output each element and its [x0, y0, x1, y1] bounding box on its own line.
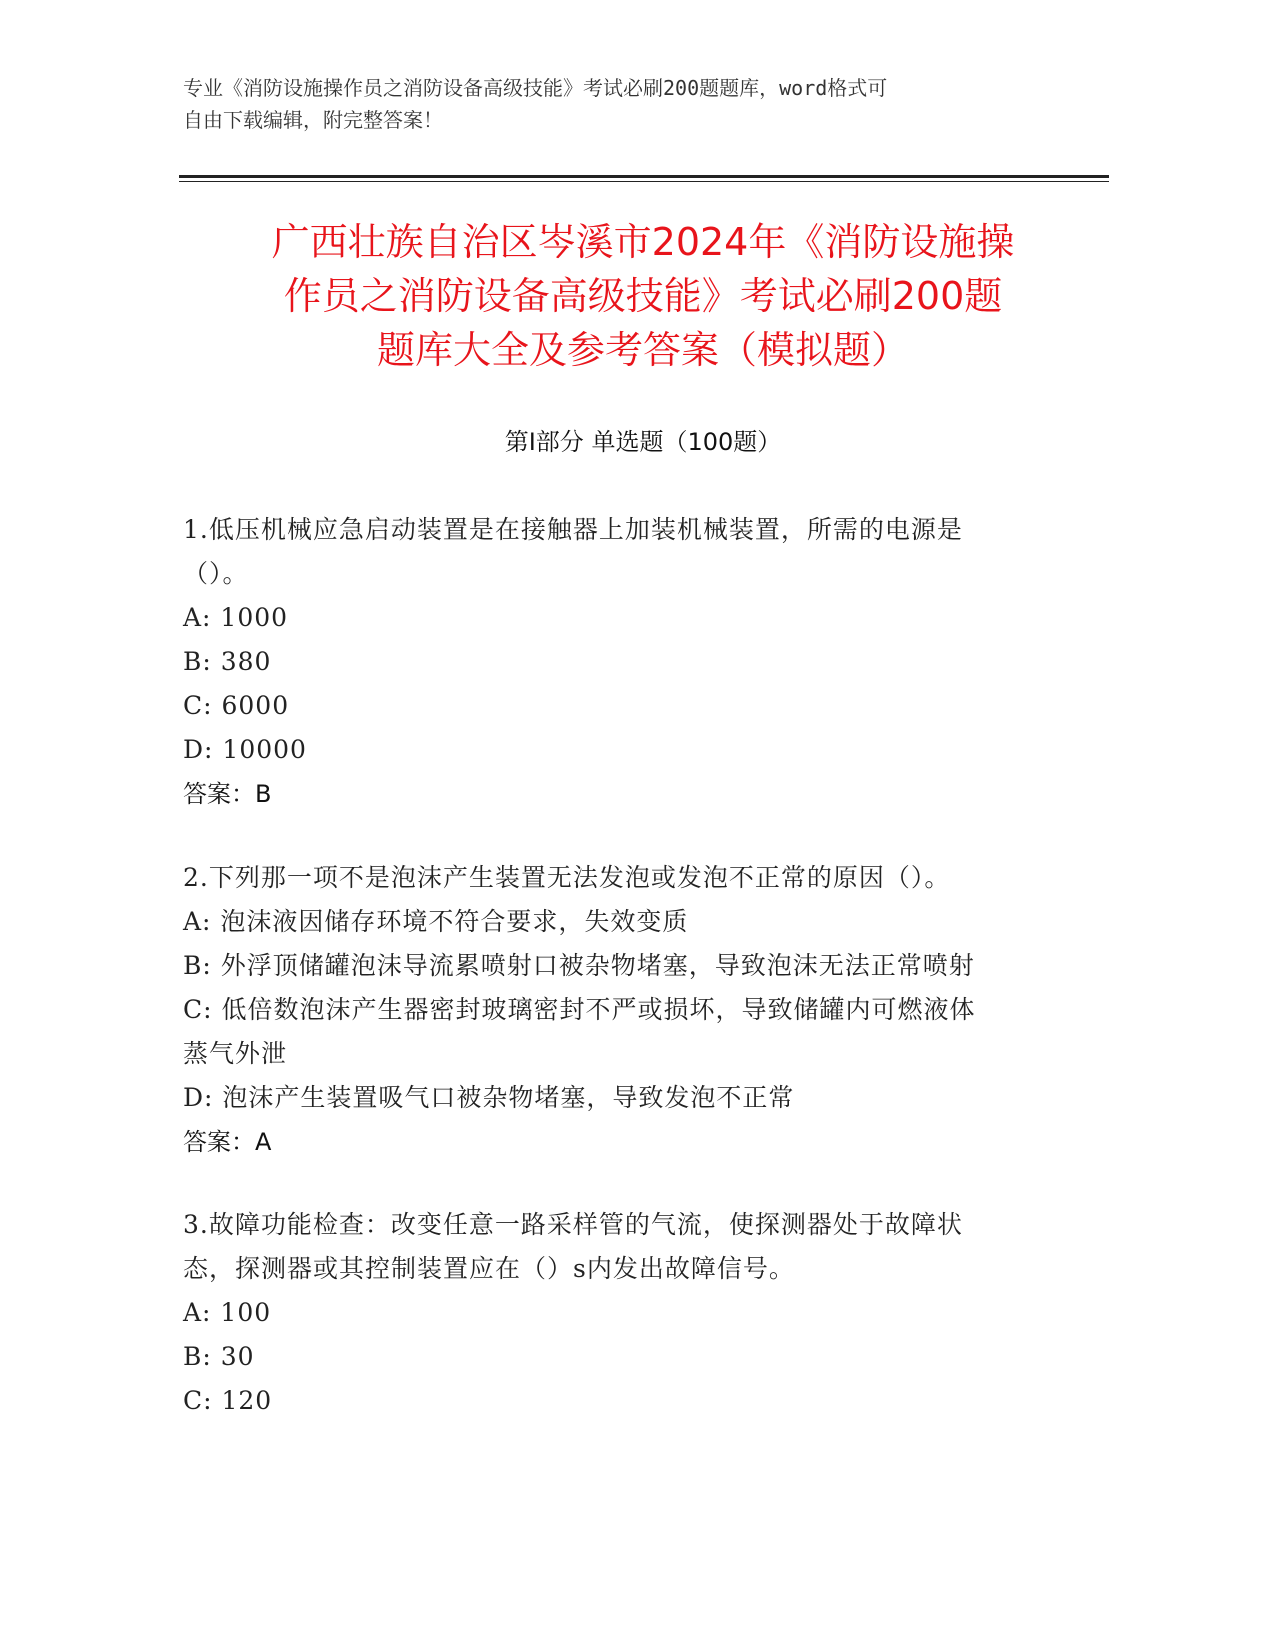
option-c-cont: 蒸气外泄 — [183, 1039, 288, 1068]
option-a: A: 1000 — [183, 603, 289, 632]
header-divider-thick — [179, 175, 1109, 178]
option-a: A: 100 — [183, 1298, 272, 1327]
option-d: D: 泡沫产生装置吸气口被杂物堵塞，导致发泡不正常 — [183, 1083, 795, 1112]
option-b: B: 外浮顶储罐泡沫导流累喷射口被杂物堵塞，导致泡沫无法正常喷射 — [183, 951, 975, 980]
document-title — [183, 215, 1103, 377]
question-3 — [183, 1203, 1043, 1423]
answer: 答案：B — [183, 780, 272, 808]
title-line-3: 题库大全及参考答案（模拟题） — [376, 328, 909, 372]
option-c: C: 6000 — [183, 691, 290, 720]
option-a: A: 泡沫液因储存环境不符合要求，失效变质 — [183, 907, 689, 936]
option-b: B: 30 — [183, 1342, 255, 1371]
question-stem-cont: 态，探测器或其控制装置应在（）s内发出故障信号。 — [183, 1254, 795, 1283]
option-c: C: 120 — [183, 1386, 273, 1415]
section-heading: 第I部分 单选题（100题） — [504, 428, 782, 456]
question-stem-cont: （）。 — [183, 559, 249, 588]
option-c: C: 低倍数泡沫产生器密封玻璃密封不严或损坏，导致储罐内可燃液体 — [183, 995, 976, 1024]
question-2 — [183, 856, 1043, 1164]
option-b: B: 380 — [183, 647, 272, 676]
option-d: D: 10000 — [183, 735, 307, 764]
header-divider-thin — [179, 181, 1109, 182]
question-stem: 2.下列那一项不是泡沫产生装置无法发泡或发泡不正常的原因（）。 — [183, 863, 951, 892]
title-line-1: 广西壮族自治区岑溪市2024年《消防设施操 — [271, 220, 1015, 264]
question-stem: 1.低压机械应急启动装置是在接触器上加装机械装置，所需的电源是 — [183, 515, 963, 544]
title-line-2: 作员之消防设备高级技能》考试必刷200题 — [283, 274, 1003, 318]
intro-line-1: 专业《消防设施操作员之消防设备高级技能》考试必刷200题题库，word格式可 — [183, 76, 888, 100]
question-1 — [183, 508, 1043, 816]
question-stem: 3.故障功能检查：改变任意一路采样管的气流，使探测器处于故障状 — [183, 1210, 963, 1239]
answer: 答案：A — [183, 1128, 272, 1156]
intro-line-2: 自由下载编辑，附完整答案！ — [183, 108, 443, 132]
intro-text — [183, 72, 1043, 136]
